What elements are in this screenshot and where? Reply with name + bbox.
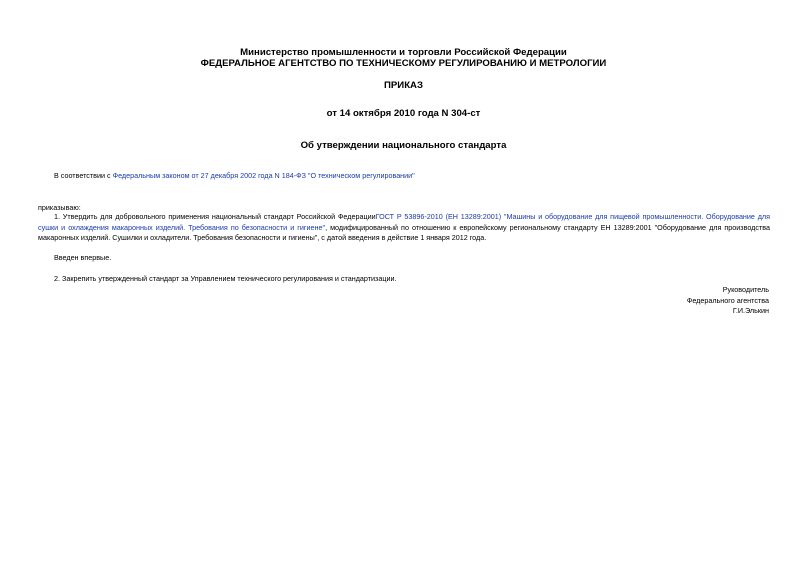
signature-block <box>687 285 769 317</box>
item1-text-end: , модифицированный по отношению к европейскому региональному стандарту ЕН 13289:2001 "Оборудование для производства макаронных изделий. Сушилки и охладители. Требования безопасности и гигиены", с датой введения в действие 1 января 2012 года. <box>38 222 770 242</box>
document-header <box>0 47 807 69</box>
legal-basis-prefix: В соответствии с <box>54 171 113 180</box>
introduced-note: Введен впервые. <box>54 253 112 262</box>
order-item-2: 2. Закрепить утвержденный стандарт за Управлением технического регулирования и стандартизации. <box>54 274 397 283</box>
federal-law-link[interactable]: Федеральным законом от 27 декабря 2002 года N 184-ФЗ "О техническом регулировании" <box>112 171 415 180</box>
document-subject: Об утверждении национального стандарта <box>300 140 507 151</box>
order-item-1 <box>38 212 770 244</box>
agency-name: ФЕДЕРАЛЬНОЕ АГЕНТСТВО ПО ТЕХНИЧЕСКОМУ РЕГУЛИРОВАНИЮ И МЕТРОЛОГИИ <box>200 58 607 69</box>
document-date-number: от 14 октября 2010 года N 304-ст <box>326 108 481 119</box>
ministry-name: Министерство промышленности и торговли Российской Федерации <box>240 47 567 58</box>
document-type: ПРИКАЗ <box>384 80 423 91</box>
item1-text-start: 1. Утвердить для добровольного применения национальный стандарт Российской Федерации <box>54 212 376 221</box>
signature-organization: Федерального агентства <box>686 295 769 305</box>
legal-basis-paragraph <box>54 171 415 182</box>
signature-name: Г.И.Элькин <box>732 306 769 315</box>
gost-link[interactable]: ГОСТ Р 53896-2010 (ЕН 13289:2001) <box>375 212 502 221</box>
signature-position: Руководитель <box>722 285 769 294</box>
order-word: приказываю: <box>38 203 81 212</box>
standard-title-link[interactable]: "Машины и оборудование для пищевой промышленности. Оборудование для сушки и охлаждения макаронных изделий. Требования по безопасности и гигиене" <box>38 212 770 232</box>
